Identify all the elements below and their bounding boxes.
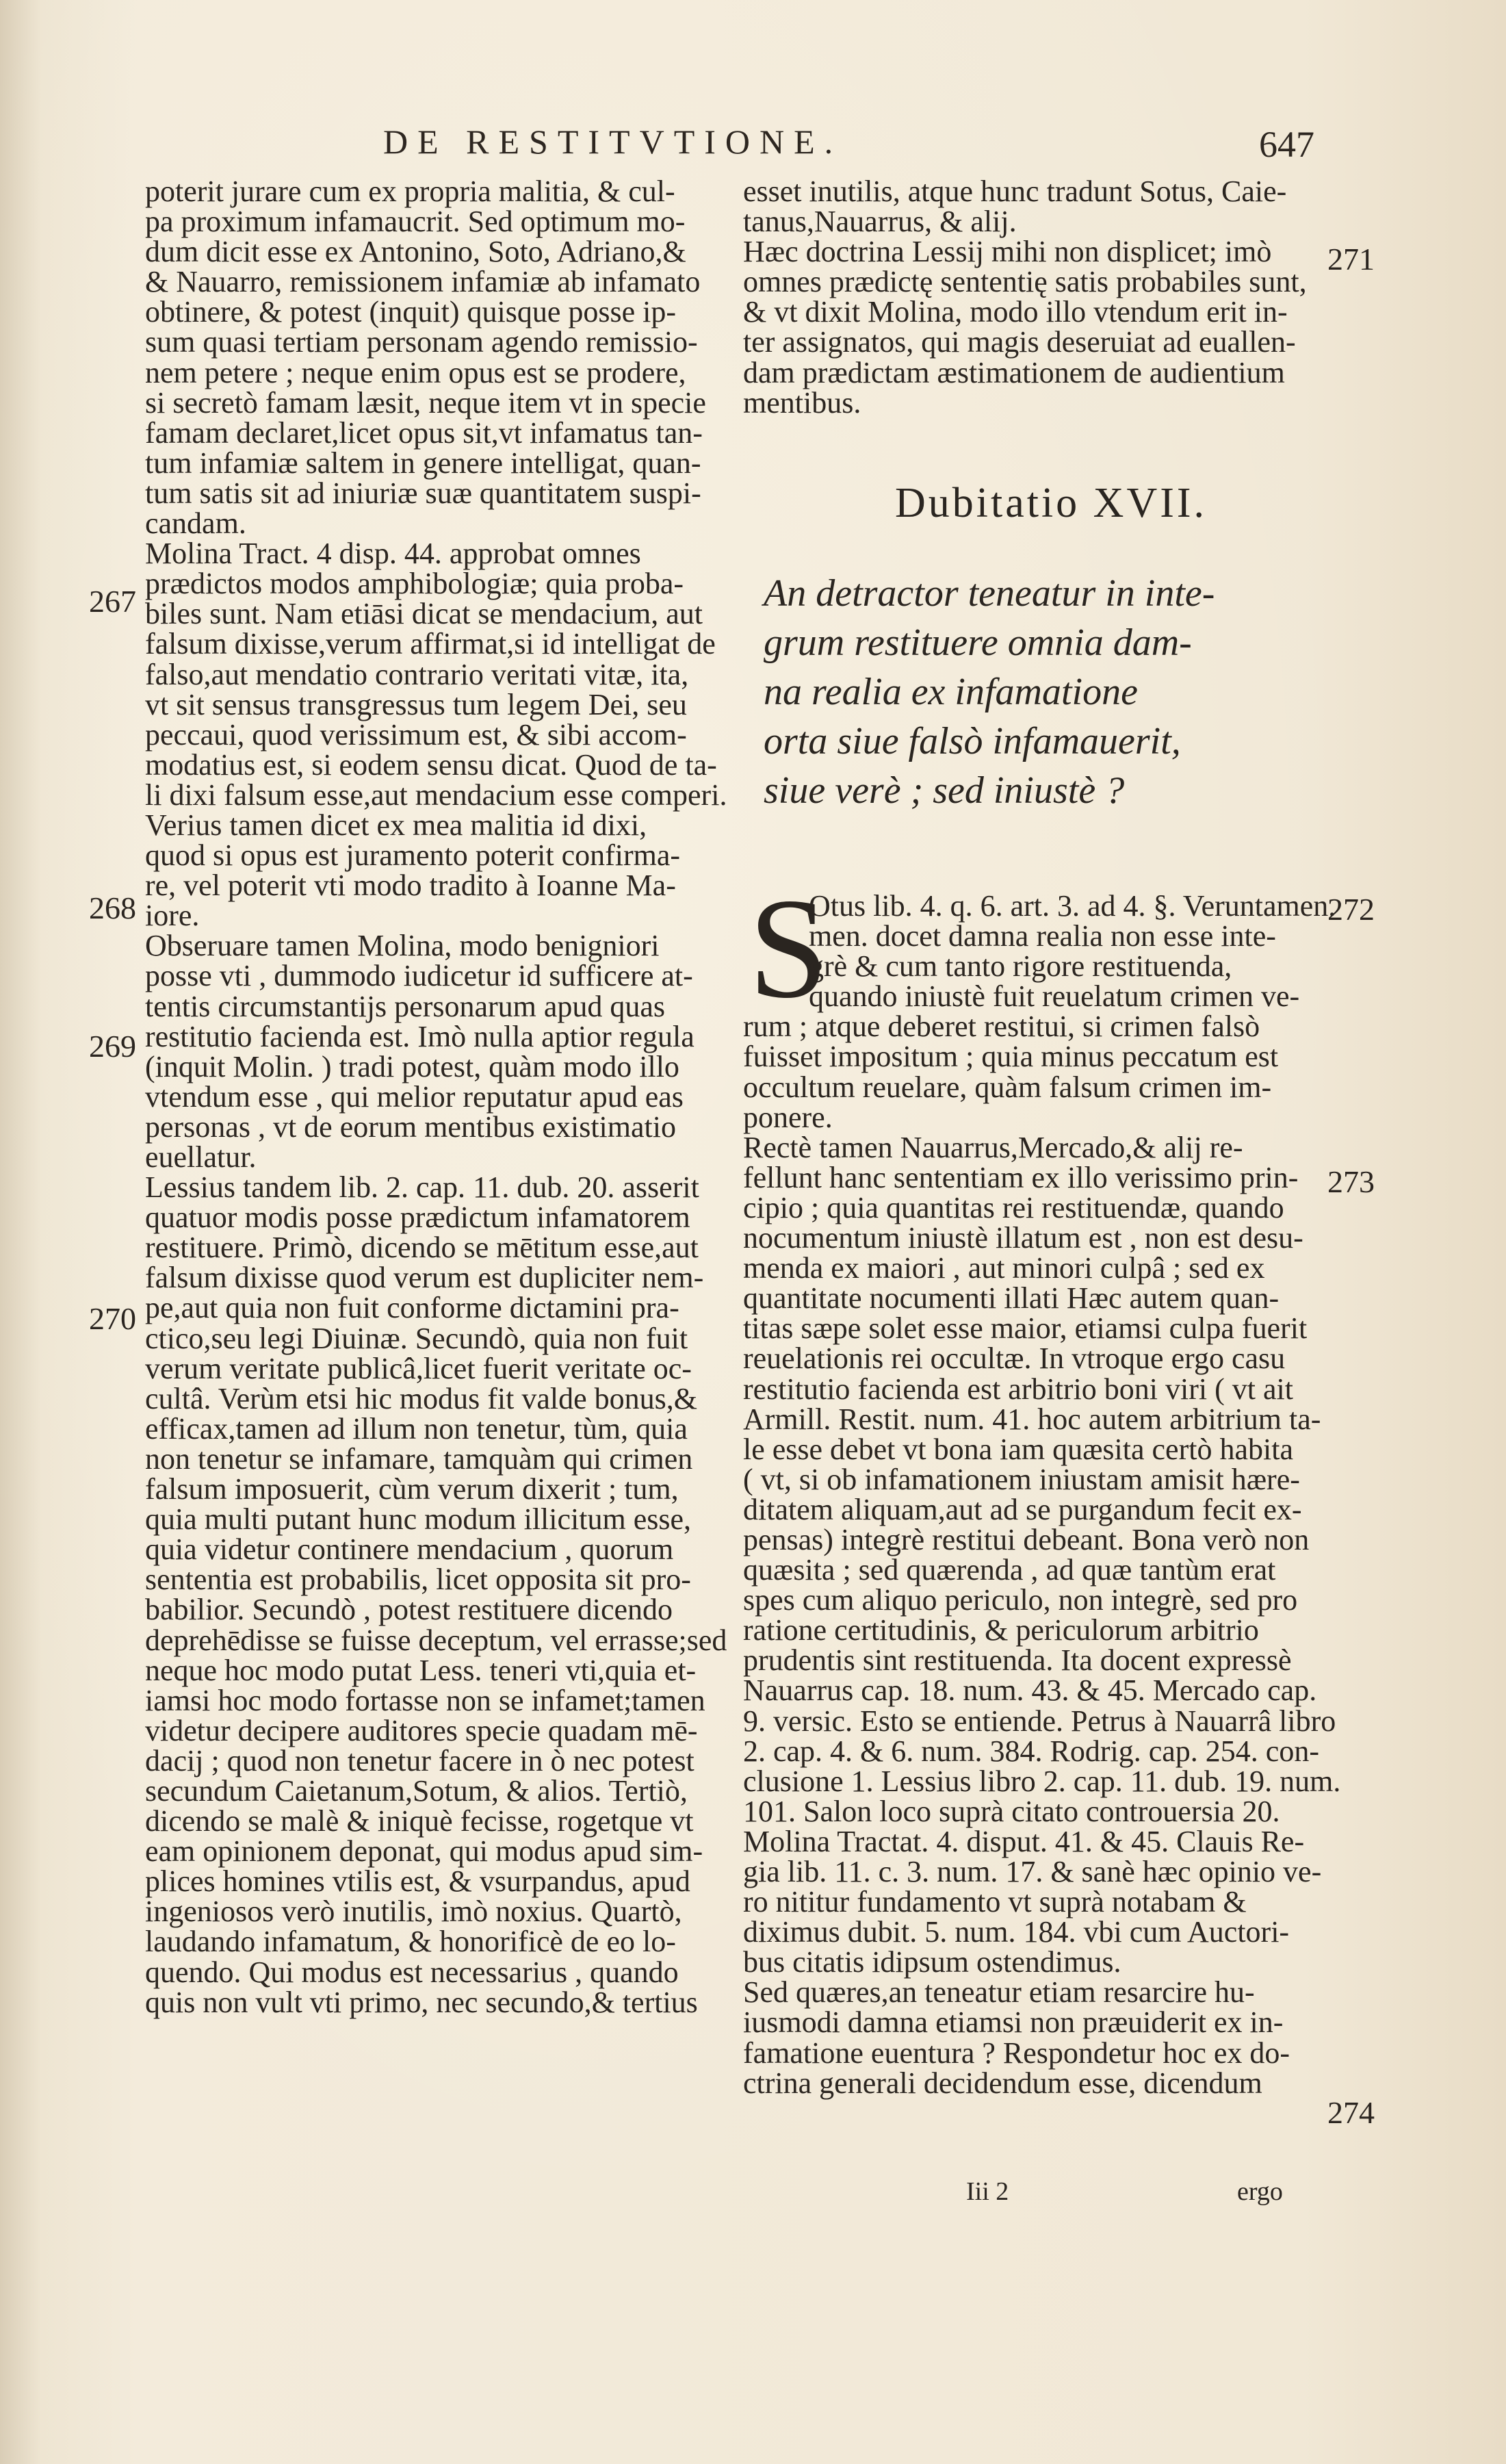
right-column-body-line: fuisset impositum ; quia minus peccatum est xyxy=(743,1040,1279,1074)
margin-number-270: 270 xyxy=(89,1301,136,1336)
left-column xyxy=(145,175,727,2019)
right-column-body-line: famatione euentura ? Respondetur hoc ex do- xyxy=(743,2036,1290,2070)
right-column-body xyxy=(743,889,1341,2100)
left-column-line: personas , vt de eorum mentibus existimatio xyxy=(145,1109,676,1144)
left-column-line: non tenetur se infamare, tamquàm qui crimen xyxy=(145,1441,693,1476)
right-column-body-line: ( vt, si ob infamationem iniustam amisit hære- xyxy=(743,1462,1300,1496)
right-column-top xyxy=(743,177,1318,418)
right-column-body-line: iusmodi damna etiamsi non præuiderit ex in- xyxy=(743,2005,1284,2040)
left-column-line: biles sunt. Nam etiāsi dicat se mendacium, aut xyxy=(145,597,703,631)
left-column-line: tum infamiæ saltem in genere intelligat, quan- xyxy=(145,446,701,480)
margin-number-269: 269 xyxy=(89,1029,136,1064)
margin-number-267: 267 xyxy=(89,584,136,619)
left-column-line: eam opinionem deponat, qui modus apud sim- xyxy=(145,1834,703,1869)
left-column-line: Obseruare tamen Molina, modo benigniori xyxy=(145,929,660,963)
left-column-line: falso,aut mendatio contrario veritati vitæ, ita, xyxy=(145,657,689,691)
left-column-line: babilior. Secundò , potest restituere dicendo xyxy=(145,1593,673,1627)
left-column-line: quendo. Qui modus est necessarius , quando xyxy=(145,1955,679,1989)
left-column-line: falsum imposuerit, cùm verum dixerit ; tum, xyxy=(145,1472,679,1506)
right-column-body-line: gia lib. 11. c. 3. num. 17. & sanè hæc opinio ve- xyxy=(743,1855,1322,1888)
left-column-line: quia multi putant hunc modum illicitum esse, xyxy=(145,1502,692,1537)
folio-number: 647 xyxy=(1259,124,1314,165)
right-column-body-line: ctrina generali decidendum esse, dicendum xyxy=(743,2066,1262,2100)
left-column-line: tentis circumstantijs personarum apud quas xyxy=(145,989,666,1023)
margin-number-271: 271 xyxy=(1327,242,1375,277)
right-column-body-line: le esse debet vt bona iam quæsita certò habita xyxy=(743,1432,1293,1466)
left-column-line: & Nauarro, remissionem infamiæ ab infamato xyxy=(145,265,701,299)
question-line: An detractor teneatur in inte- xyxy=(764,572,1215,615)
right-column-body-line: ratione certitudinis, & periculorum arbitrio xyxy=(743,1613,1259,1647)
left-column-line: vt sit sensus transgressus tum legem Dei, seu xyxy=(145,687,687,721)
right-column-body-line: pensas) integrè restitui debeant. Bona verò non xyxy=(743,1522,1310,1556)
left-column-line: deprehēdisse se fuisse deceptum, vel errasse;sed xyxy=(145,1623,727,1657)
left-column-line: si secretò famam læsit, neque item vt in specie xyxy=(145,385,706,420)
left-column-line: quis non vult vti primo, nec secundo,& tertius xyxy=(145,1985,698,2019)
right-column-body-line: occultum reuelare, quàm falsum crimen im- xyxy=(743,1070,1272,1104)
left-column-line: li dixi falsum esse,aut mendacium esse comperi. xyxy=(145,778,727,812)
right-column-body-line: 2. cap. 4. & 6. num. 384. Rodrig. cap. 254. con- xyxy=(743,1734,1319,1768)
left-column-line: iore. xyxy=(145,899,200,933)
left-column-line: ingeniosos verò inutilis, imò noxius. Quartò, xyxy=(145,1895,682,1929)
question-line: na realia ex infamatione xyxy=(764,671,1138,713)
right-column-body-line: Armill. Restit. num. 41. hoc autem arbitrium ta- xyxy=(743,1402,1321,1436)
question-line: orta siue falsò infamauerit, xyxy=(764,720,1181,762)
left-column-line: re, vel poterit vti modo tradito à Ioanne Ma- xyxy=(145,869,676,903)
right-column-body-line: nocumentum iniustè illatum est , non est desu- xyxy=(743,1221,1303,1255)
margin-number-273: 273 xyxy=(1327,1164,1375,1199)
left-column-line: falsum dixisse quod verum est dupliciter nem- xyxy=(145,1261,704,1295)
left-column-line: dacij ; quod non tenetur facere in ò nec potest xyxy=(145,1743,694,1778)
right-column-top-line: ter assignatos, qui magis deseruiat ad euallen- xyxy=(743,325,1296,359)
left-column-line: restituere. Primò, dicendo se mētitum esse,aut xyxy=(145,1231,699,1265)
left-column-line: tum satis sit ad iniuriæ suæ quantitatem suspi- xyxy=(145,476,701,510)
right-column-top-line: esset inutilis, atque hunc tradunt Sotus, Caie- xyxy=(743,175,1287,208)
left-column-line: quia videtur continere mendacium , quorum xyxy=(145,1532,674,1567)
margin-number-272: 272 xyxy=(1327,892,1375,927)
right-column-body-line: diximus dubit. 5. num. 184. vbi cum Auctori- xyxy=(743,1915,1290,1949)
running-title: DE RESTITVTIONE. xyxy=(383,123,843,161)
right-column-body-line: 101. Salon loco suprà citato controuersia 20. xyxy=(743,1794,1280,1828)
left-column-line: euellatur. xyxy=(145,1140,257,1174)
left-column-line: Lessius tandem lib. 2. cap. 11. dub. 20. asserit xyxy=(145,1170,699,1205)
right-column-body-line: reuelationis rei occultæ. In vtroque ergo casu xyxy=(743,1342,1286,1376)
left-column-line: cultâ. Verùm etsi hic modus fit valde bonus,& xyxy=(145,1381,697,1415)
left-column-line: restitutio facienda est. Imò nulla aptior regula xyxy=(145,1019,694,1053)
right-column-top-line: dam prædictam æstimationem de audientium xyxy=(743,355,1285,389)
right-column-body-line: menda ex maiori , aut minori culpâ ; sed ex xyxy=(743,1251,1265,1285)
left-column-line: poterit jurare cum ex propria malitia, & cul- xyxy=(145,175,675,208)
left-column-line: candam. xyxy=(145,506,246,541)
left-column-line: plices homines vtilis est, & vsurpandus, apud xyxy=(145,1864,690,1899)
right-column-top-line: Hæc doctrina Lessij mihi non displicet; imò xyxy=(743,235,1272,269)
drop-cap-initial: S xyxy=(749,869,829,1028)
left-column-line: vtendum esse , qui melior reputatur apud eas xyxy=(145,1079,684,1114)
left-column-line: sententia est probabilis, licet opposita sit pro- xyxy=(145,1563,691,1597)
left-column-line: neque hoc modo putat Less. teneri vti,quia et- xyxy=(145,1653,697,1687)
right-column-body-line: 9. versic. Esto se entiende. Petrus à Nauarrâ libro xyxy=(743,1704,1336,1738)
right-column-body-line: fellunt hanc sententiam ex illo verissimo prin- xyxy=(743,1160,1299,1194)
signature-mark: Iii 2 xyxy=(966,2177,1009,2206)
right-column-body-line: men. docet damna realia non esse inte- xyxy=(809,919,1276,953)
left-column-line: iamsi hoc modo fortasse non se infamet;tamen xyxy=(145,1683,705,1717)
right-column-body-line: Otus lib. 4. q. 6. art. 3. ad 4. §. Veruntamen. xyxy=(809,889,1336,923)
right-column-body-line: quantitate nocumenti illati Hæc autem quan- xyxy=(743,1281,1280,1316)
left-column-line: pa proximum infamaucrit. Sed optimum mo- xyxy=(145,205,686,239)
left-column-line: dicendo se malè & iniquè fecisse, rogetque vt xyxy=(145,1804,694,1838)
left-column-line: obtinere, & potest (inquit) quisque posse ip- xyxy=(145,295,676,329)
left-column-line: posse vti , dummodo iudicetur id sufficere at- xyxy=(145,959,693,993)
right-column-top-line: mentibus. xyxy=(743,385,861,420)
right-column-body-line: Molina Tractat. 4. disput. 41. & 45. Clauis Re- xyxy=(743,1824,1305,1858)
left-column-line: (inquit Molin. ) tradi potest, quàm modo illo xyxy=(145,1049,679,1083)
dubitatio-question xyxy=(743,569,1332,815)
left-column-line: peccaui, quod verissimum est, & sibi accom- xyxy=(145,717,687,752)
left-column-line: secundum Caietanum,Sotum, & alios. Tertiò, xyxy=(145,1773,688,1808)
left-column-line: falsum dixisse,verum affirmat,si id intelligat de xyxy=(145,627,716,661)
left-column-line: nem petere ; neque enim opus est se prodere, xyxy=(145,355,686,389)
left-column-line: modatius est, si eodem sensu dicat. Quod de ta- xyxy=(145,747,717,782)
margin-number-268: 268 xyxy=(89,890,136,925)
left-column-line: quod si opus est juramento poterit confirma- xyxy=(145,838,681,873)
catchword: ergo xyxy=(1237,2177,1283,2206)
left-column-line: laudando infamatum, & honorificè de eo lo- xyxy=(145,1925,676,1959)
left-column-line: pe,aut quia non fuit conforme dictamini pra- xyxy=(145,1291,679,1325)
left-column-line: videtur decipere auditores specie quadam mē- xyxy=(145,1713,698,1747)
right-column-body-line: Nauarrus cap. 18. num. 43. & 45. Mercado cap. xyxy=(743,1673,1317,1708)
right-column-body-line: quæsita ; sed quærenda , ad quæ tantùm erat xyxy=(743,1553,1276,1587)
right-column-body-line: cipio ; quia quantitas rei restituendæ, quando xyxy=(743,1190,1284,1224)
question-line: grum restituere omnia dam- xyxy=(764,621,1192,664)
dubitatio-heading: Dubitatio XVII. xyxy=(894,480,1208,526)
right-column-body-line: titas sæpe solet esse maior, etiamsi culpa fuerit xyxy=(743,1311,1308,1346)
right-column-body-line: restitutio facienda est arbitrio boni viri ( vt ait xyxy=(743,1372,1293,1406)
left-column-line: efficax,tamen ad illum non tenetur, tùm, quia xyxy=(145,1411,688,1446)
right-column-body-line: ponere. xyxy=(743,1100,833,1134)
right-column-body-line: grè & cum tanto rigore restituenda, xyxy=(809,949,1232,984)
left-column-line: ctico,seu legi Diuinæ. Secundò, quia non fuit xyxy=(145,1321,688,1355)
question-line: siue verè ; sed iniustè ? xyxy=(764,769,1125,812)
left-column-line: famam declaret,licet opus sit,vt infamatus tan- xyxy=(145,415,703,450)
left-column-line: Verius tamen dicet ex mea malitia id dixi, xyxy=(145,808,647,842)
right-column-body-line: ditatem aliquam,aut ad se purgandum fecit ex- xyxy=(743,1492,1302,1526)
right-column-top-line: & vt dixit Molina, modo illo vtendum erit in- xyxy=(743,295,1288,329)
dubitatio-block xyxy=(743,479,1332,815)
right-column-body-line: Sed quæres,an teneatur etiam resarcire hu- xyxy=(743,1975,1255,2010)
right-column-body-line: clusione 1. Lessius libro 2. cap. 11. dub. 19. num. xyxy=(743,1764,1341,1798)
right-column-body-line: rum ; atque deberet restitui, si crimen falsò xyxy=(743,1010,1260,1044)
left-column-line: verum veritate publicâ,licet fuerit veritate oc- xyxy=(145,1351,692,1385)
right-column-top-line: omnes prædictę sententię satis probabiles sunt, xyxy=(743,265,1307,299)
right-column-body-line: prudentis sint restituenda. Ita docent expressè xyxy=(743,1643,1292,1678)
left-column-line: Molina Tract. 4 disp. 44. approbat omnes xyxy=(145,537,641,571)
right-column-body-line: quando iniustè fuit reuelatum crimen ve- xyxy=(809,979,1300,1014)
right-column-body-line: ro nititur fundamento vt suprà notabam & xyxy=(743,1885,1247,1919)
left-column-line: dum dicit esse ex Antonino, Soto, Adriano,& xyxy=(145,235,686,269)
right-column-body-line: spes cum aliquo periculo, non integrè, sed pro xyxy=(743,1583,1298,1617)
right-column-body-line: bus citatis idipsum ostendimus. xyxy=(743,1945,1121,1979)
left-column-line: prædictos modos amphibologiæ; quia proba- xyxy=(145,567,684,601)
right-column-top-line: tanus,Nauarrus, & alij. xyxy=(743,205,1017,239)
left-column-line: quatuor modis posse prædictum infamatorem xyxy=(145,1201,690,1235)
margin-number-274: 274 xyxy=(1327,2095,1375,2130)
right-column-body-line: Rectè tamen Nauarrus,Mercado,& alij re- xyxy=(743,1130,1243,1164)
left-column-line: sum quasi tertiam personam agendo remissio- xyxy=(145,325,698,359)
